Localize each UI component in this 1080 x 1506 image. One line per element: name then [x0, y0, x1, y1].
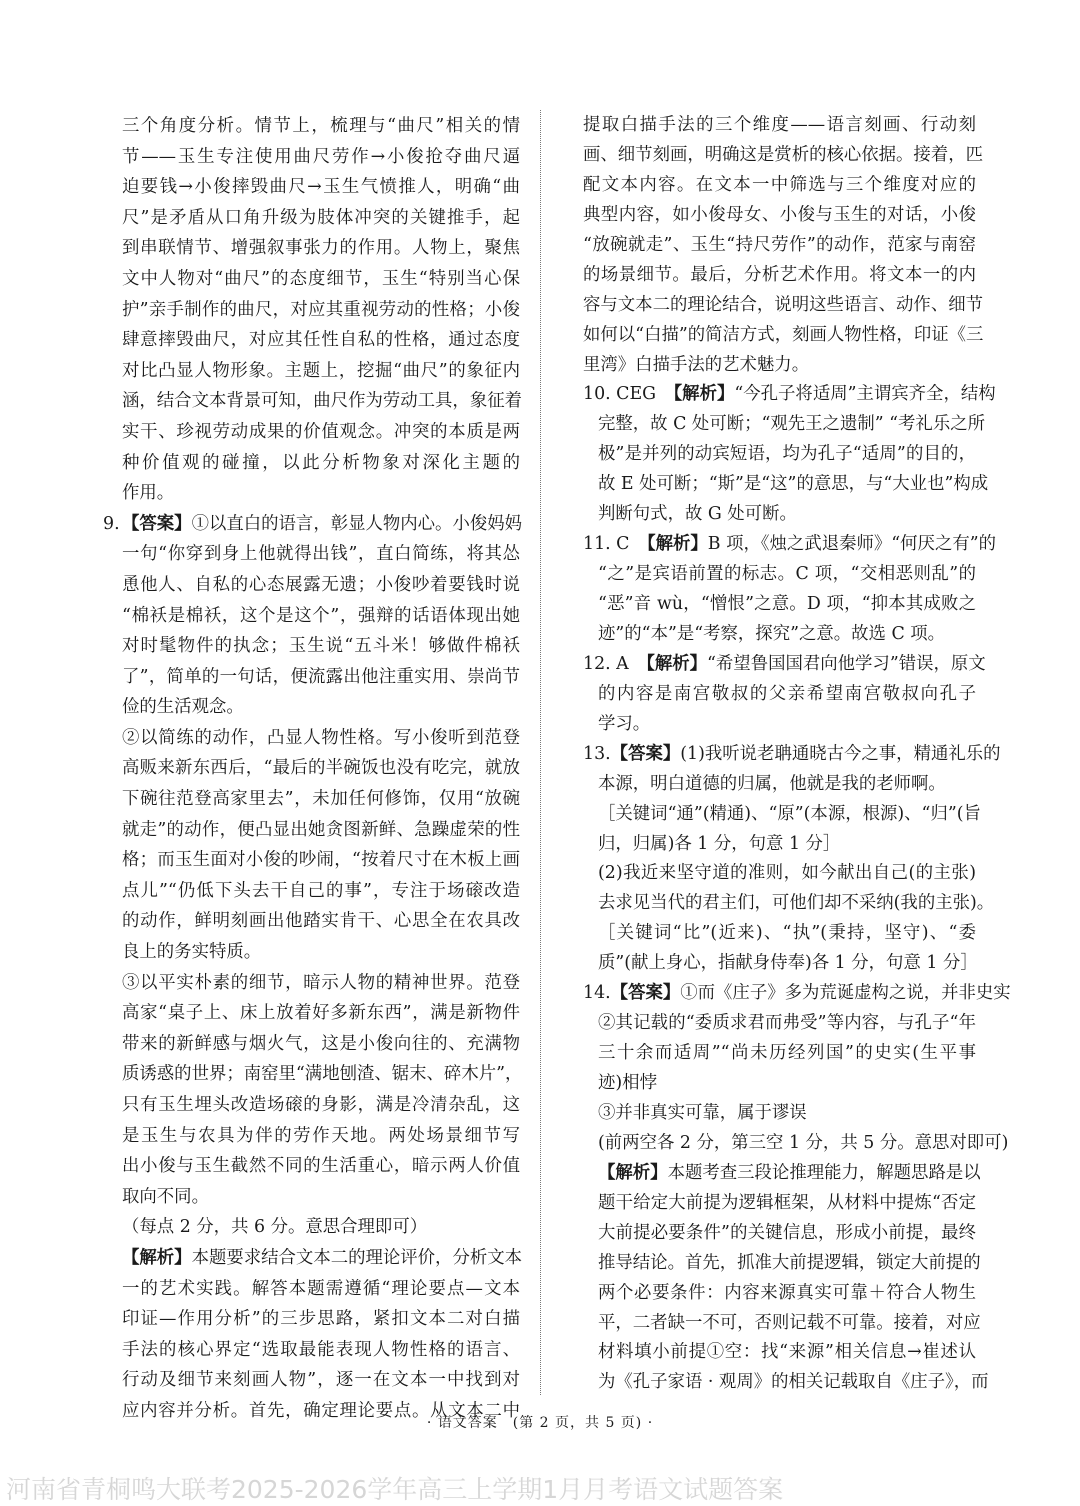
- line-text: 应内容并分析。首先，确定理论要点。从文本二中: [122, 1400, 520, 1421]
- text-line: [122, 1121, 520, 1152]
- text-line: [122, 1212, 520, 1243]
- line-text: 完整，故 C 处可断；“观先王之遗制” “考礼乐之所: [598, 414, 985, 435]
- line-text: ②其记载的“委质求君而弗受”等内容，与孔子“年: [598, 1013, 976, 1034]
- section-label: 【解析】: [598, 1162, 668, 1183]
- text-line: [122, 233, 520, 264]
- line-text: 肆意摔毁曲尺，对应其任性自私的性格，通过态度: [122, 330, 520, 351]
- line-text: 质”(献上身心，指献身侍奉)各 1 分，句意 1 分］: [598, 953, 978, 974]
- text-line: [122, 570, 520, 601]
- text-line: [583, 620, 976, 650]
- text-line: [583, 1189, 976, 1219]
- line-text: ①而《庄子》多为荒诞虚构之说，并非史实: [680, 983, 1011, 1004]
- line-text: 是玉生与农具为伴的劳作天地。两处场景细节写: [122, 1125, 520, 1146]
- text-line: [122, 142, 520, 173]
- line-text: 为《孔子家语 · 观周》的相关记载取自《庄子》，而: [598, 1372, 989, 1393]
- line-text: 作用。: [122, 483, 175, 504]
- text-line: [583, 560, 976, 590]
- line-text: 行动及细节来刻画人物”，逐一在文本一中找到对: [122, 1370, 520, 1391]
- text-line: [122, 631, 520, 662]
- text-line: [583, 530, 997, 560]
- line-text: 判断句式，故 G 处可断。: [598, 504, 797, 525]
- line-text: 材料填小前提①空：找“来源”相关信息→崔述认: [598, 1342, 976, 1363]
- line-text: “之”是宾语前置的标志。C 项，“交相恶则乱”的: [598, 564, 976, 585]
- text-line: [122, 815, 520, 846]
- line-text: (2)我近来坚守道的准则，如今献出自己(的主张): [598, 863, 976, 884]
- line-text: 印证—作用分析”的三步思路，紧扣文本二对白描: [122, 1309, 520, 1330]
- line-text: 学习。: [598, 713, 651, 734]
- text-line: [583, 1039, 976, 1069]
- text-line: [122, 295, 520, 326]
- text-line: [583, 111, 976, 141]
- line-text: ［关键词“比”(近来)、“执”(秉持，坚守)、“委: [598, 923, 976, 944]
- text-line: [122, 539, 520, 570]
- text-line: [122, 1335, 520, 1366]
- text-line: [103, 509, 523, 540]
- text-line: [122, 968, 520, 999]
- line-text: 一的艺术实践。解答本题需遵循“理论要点—文本: [122, 1278, 520, 1299]
- text-line: [122, 417, 520, 448]
- text-line: [583, 1069, 976, 1099]
- line-text: 的内容是南宫敬叔的父亲希望南宫敬叔向孔子: [598, 683, 976, 704]
- line-text: B 项，《烛之武退秦师》“何厌之有”的: [707, 534, 997, 555]
- question-number: 9.: [103, 513, 120, 534]
- text-line: [583, 141, 983, 171]
- text-line: [583, 171, 976, 201]
- text-line: [583, 1159, 981, 1189]
- text-line: [122, 937, 520, 968]
- question-number: 14.: [583, 983, 611, 1004]
- text-line: [122, 111, 520, 142]
- section-label: 【解析】: [122, 1247, 192, 1268]
- text-line: [583, 770, 976, 800]
- text-line: [122, 1243, 523, 1274]
- text-line: [122, 386, 520, 417]
- line-text: 推导结论。首先，抓准大前提逻辑，锁定大前提的: [598, 1252, 981, 1273]
- text-line: [122, 1304, 520, 1335]
- line-text: 画、细节刻画，明确这是赏析的核心依据。接着，匹: [583, 144, 983, 165]
- line-text: 如何以“白描”的简洁方式，刻画人物性格，印证《三: [583, 324, 984, 345]
- text-line: [583, 1338, 976, 1368]
- text-line: [583, 261, 976, 291]
- text-line: [583, 710, 976, 740]
- section-label: 【答案】: [610, 983, 681, 1004]
- line-text: 点儿”“仍低下头去干自己的事”，专注于场磙改造: [122, 880, 520, 901]
- line-text: 护”亲手制作的曲尺，对应其重视劳动的性格；小俊: [122, 299, 520, 320]
- left-column: [103, 111, 523, 1427]
- text-line: [122, 356, 520, 387]
- text-line: [583, 470, 989, 500]
- line-text: “希望鲁国国君向他学习”错误，原文: [707, 653, 986, 674]
- text-line: [583, 1249, 981, 1279]
- line-text: 手法的核心界定“选取最能表现人物性格的语言、: [122, 1339, 520, 1360]
- text-line: [122, 601, 520, 632]
- text-line: [122, 1090, 520, 1121]
- line-text: 只有玉生埋头改造场磙的身影，满是冷清杂乱，这: [122, 1095, 520, 1115]
- line-text: 一句“你穿到身上他就得出钱”，直白简练，将其怂: [122, 544, 520, 565]
- text-line: [122, 1182, 520, 1213]
- text-line: [122, 692, 520, 723]
- line-text: （每点 2 分，共 6 分。意思合理即可）: [122, 1217, 428, 1238]
- text-line: [122, 1029, 520, 1060]
- column-divider: [540, 110, 541, 1395]
- line-text: 高家“桌子上、床上放着好多新东西”，满是新物件: [122, 1003, 520, 1024]
- line-text: 下碗往范登高家里去”，未加任何修饰，仅用“放碗: [122, 789, 520, 810]
- line-text: 了”，简单的一句话，便流露出他注重实用、崇尚节: [122, 666, 520, 687]
- line-text: 对时髦物件的执念；玉生说“五斗米！够做件棉袄: [122, 636, 520, 657]
- line-text: 配文本内容。在文本一中筛选与三个维度对应的: [583, 174, 976, 195]
- question-number: 12. A: [583, 653, 647, 674]
- line-text: ③并非真实可靠，属于谬误: [598, 1102, 807, 1123]
- line-text: 对比凸显人物形象。主题上，挖掘“曲尺”的象征内: [122, 360, 520, 381]
- line-text: 恿他人、自私的心态展露无遗；小俊吵着要钱时说: [122, 574, 520, 595]
- line-text: 三十余而适周”“尚未历经列国”的史实(生平事: [598, 1043, 976, 1064]
- line-text: 里湾》白描手法的艺术魅力。: [583, 354, 810, 375]
- line-text: ①以直白的语言，彰显人物内心。小俊妈妈: [191, 513, 523, 534]
- line-text: 种价值观的碰撞，以此分析物象对深化主题的: [122, 452, 520, 473]
- line-text: 尺”是矛盾从口角升级为肢体冲突的关键推手，起: [122, 207, 520, 228]
- text-line: [583, 650, 986, 680]
- text-line: [122, 264, 520, 295]
- text-line: [122, 753, 520, 784]
- line-text: 归，归属)各 1 分，句意 1 分］: [598, 833, 841, 854]
- text-line: [583, 800, 981, 830]
- line-text: 出小俊与玉生截然不同的生活重心，暗示两人价值: [122, 1156, 520, 1177]
- text-line: [583, 1009, 976, 1039]
- line-text: 格；而玉生面对小俊的吵闹，“按着尺寸在木板上画: [122, 850, 520, 871]
- question-number: 10. CEG: [583, 384, 674, 405]
- line-text: (前两空各 2 分，第三空 1 分，共 5 分。意思对即可): [598, 1132, 1009, 1153]
- section-label: 【答案】: [122, 513, 192, 534]
- line-text: “放碗就走”、玉生“持尺劳作”的动作，范家与南窑: [583, 234, 976, 255]
- line-text: 本源，明白道德的归属，他就是我的老师啊。: [598, 773, 946, 794]
- line-text: 极”是并列的动宾短语，均为孔子“适周”的目的，: [598, 444, 976, 465]
- section-label: 【解析】: [646, 534, 708, 555]
- text-line: [583, 321, 984, 351]
- line-text: 涵，结合文本背景可知，曲尺作为劳动工具，象征着: [122, 391, 522, 412]
- line-text: ［关键词“通”(精通)、“原”(本源，根源)、“归”(旨: [598, 803, 981, 824]
- text-line: [583, 1309, 981, 1339]
- text-line: [583, 500, 976, 530]
- text-line: [583, 919, 976, 949]
- text-line: [583, 1219, 976, 1249]
- line-text: 迫要钱→小俊摔毁曲尺→玉生气愤推人，明确“曲: [122, 177, 520, 198]
- line-text: 到串联情节、增强叙事张力的作用。人物上，聚焦: [122, 238, 520, 259]
- line-text: 容与文本二的理论结合，说明这些语言、动作、细节: [583, 294, 983, 315]
- text-line: [583, 231, 976, 261]
- text-line: [122, 662, 520, 693]
- line-text: 节——玉生专注使用曲尺劳作→小俊抢夺曲尺逼: [122, 146, 520, 167]
- line-text: 的动作，鲜明刻画出他踏实肯干、心思全在农具改: [122, 911, 520, 932]
- watermark: 河南省青桐鸣大联考2025-2026学年高三上学期1月月考语文试题答案: [6, 1475, 784, 1504]
- line-text: “棉袄是棉袄，这个是这个”，强辩的话语体现出她: [122, 605, 520, 626]
- line-text: 的场景细节。最后，分析艺术作用。将文本一的内: [583, 264, 976, 285]
- text-line: [583, 740, 1001, 770]
- line-text: 良上的务实特质。: [122, 942, 262, 963]
- text-line: [583, 201, 976, 231]
- text-line: [122, 325, 520, 356]
- text-line: [122, 1365, 520, 1396]
- line-text: 迹”的“本”是“考察，探究”之意。故选 C 项。: [598, 623, 946, 644]
- line-text: (1)我听说老聃通晓古今之事，精通礼乐的: [680, 743, 1001, 764]
- line-text: ②以简练的动作，凸显人物性格。写小俊听到范登: [122, 727, 520, 748]
- text-line: [583, 1099, 976, 1129]
- line-text: 平，二者缺一不可，否则记载不可靠。接着，对应: [598, 1312, 981, 1333]
- line-text: 典型内容，如小俊母女、小俊与玉生的对话，小俊: [583, 204, 976, 225]
- line-text: 取向不同。: [122, 1186, 209, 1207]
- question-number: 13.: [583, 743, 611, 764]
- line-text: 俭的生活观念。: [122, 697, 244, 718]
- line-text: 故 E 处可断；“斯”是“这”的意思，与“大业也”构成: [598, 474, 989, 495]
- text-line: [122, 1274, 520, 1305]
- line-text: 本题考查三段论推理能力，解题思路是以: [667, 1162, 981, 1183]
- text-line: [583, 291, 983, 321]
- text-line: [122, 1151, 520, 1182]
- question-number: 11. C: [583, 534, 647, 555]
- line-text: “恶”音 wù，“憎恨”之意。D 项，“抑本其成败之: [598, 594, 976, 614]
- text-line: [583, 1368, 989, 1398]
- text-line: [122, 203, 520, 234]
- text-line: [583, 859, 976, 889]
- text-line: [583, 440, 976, 470]
- text-line: [583, 949, 976, 979]
- line-text: 去求见当代的君主们，可他们却不采纳(我的主张)。: [598, 893, 995, 914]
- text-line: [122, 448, 520, 479]
- line-text: 实干、珍视劳动成果的价值观念。冲突的本质是两: [122, 421, 520, 442]
- text-line: [122, 876, 520, 907]
- line-text: 带来的新鲜感与烟火气，这是小俊向往的、充满物: [122, 1033, 520, 1054]
- line-text: 题干给定大前提为逻辑框架，从材料中提炼“否定: [598, 1192, 976, 1213]
- section-label: 【答案】: [610, 743, 681, 764]
- line-text: 文中人物对“曲尺”的态度细节，玉生“特别当心保: [122, 268, 520, 289]
- line-text: 迹)相悖: [598, 1073, 657, 1093]
- text-line: [122, 906, 520, 937]
- line-text: ③以平实朴素的细节，暗示人物的精神世界。范登: [122, 972, 520, 993]
- line-text: 本题要求结合文本二的理论评价，分析文本: [191, 1247, 523, 1268]
- line-text: 大前提必要条件”的关键信息，形成小前提，最终: [598, 1222, 976, 1243]
- text-line: [583, 380, 996, 410]
- line-text: 质诱惑的世界；南窑里“满地刨渣、锯末、碎木片”，: [122, 1064, 523, 1085]
- text-line: [122, 784, 520, 815]
- text-line: [583, 889, 995, 919]
- line-text: 两个必要条件：内容来源真实可靠＋符合人物生: [598, 1282, 976, 1303]
- page-footer: · 语文答案 (第 2 页，共 5 页) ·: [426, 1415, 654, 1431]
- text-line: [122, 998, 520, 1029]
- text-line: [122, 172, 520, 203]
- text-line: [583, 1129, 1009, 1159]
- text-line: [583, 1279, 976, 1309]
- text-line: [583, 410, 985, 440]
- text-line: [122, 1059, 523, 1090]
- line-text: 提取白描手法的三个维度——语言刻画、行动刻: [583, 115, 976, 135]
- text-line: [122, 845, 520, 876]
- line-text: “今孔子将适周”主谓宾齐全，结构: [734, 384, 996, 405]
- right-column: [583, 111, 1011, 1398]
- text-line: [122, 478, 520, 509]
- section-label: 【解析】: [673, 384, 735, 405]
- text-line: [583, 979, 1011, 1009]
- line-text: 高贩来新东西后，“最后的半碗饭也没有吃完，就放: [122, 758, 520, 779]
- section-label: 【解析】: [646, 653, 708, 674]
- text-line: [583, 590, 976, 620]
- text-line: [122, 723, 520, 754]
- text-line: [583, 830, 976, 860]
- text-line: [583, 680, 976, 710]
- line-text: 就走”的动作，便凸显出她贪图新鲜、急躁虚荣的性: [122, 819, 520, 840]
- text-line: [583, 351, 976, 381]
- line-text: 三个角度分析。情节上，梳理与“曲尺”相关的情: [122, 116, 520, 136]
